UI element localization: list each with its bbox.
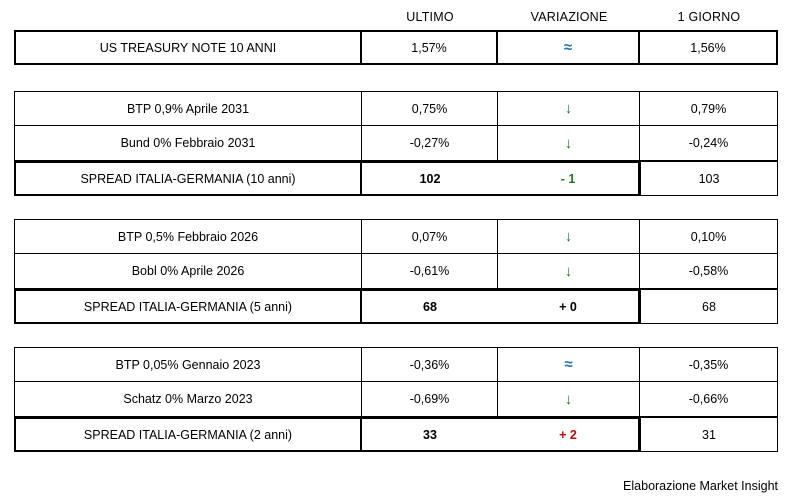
row-1giorno: -0,35% [640, 347, 778, 382]
row-1giorno: 68 [640, 289, 778, 324]
block-us-treasury [14, 30, 780, 65]
spacer [14, 65, 780, 91]
row-1giorno: 0,79% [640, 91, 778, 126]
block-10-anni [14, 91, 780, 196]
row-1giorno: 0,10% [640, 219, 778, 254]
row-1giorno: -0,24% [640, 126, 778, 161]
spacer [14, 196, 780, 219]
variation-value: + 2 [559, 427, 577, 442]
table-row [14, 30, 780, 65]
block-2-anni [14, 347, 780, 452]
arrow-down-icon: ↓ [564, 228, 573, 245]
row-label: US TREASURY NOTE 10 ANNI [14, 30, 362, 65]
row-ultimo: -0,69% [362, 382, 498, 417]
table-header-row [14, 0, 780, 30]
row-ultimo: -0,61% [362, 254, 498, 289]
column-header-variazione: VARIAZIONE [530, 10, 608, 24]
table-row [14, 382, 780, 417]
row-variazione [498, 347, 640, 382]
approx-icon: ≈ [564, 356, 573, 373]
arrow-down-icon: ↓ [564, 390, 573, 408]
row-label: BTP 0,5% Febbraio 2026 [14, 219, 362, 254]
row-label: SPREAD ITALIA-GERMANIA (2 anni) [14, 417, 362, 452]
row-label: Schatz 0% Marzo 2023 [14, 382, 362, 417]
table-row [14, 219, 780, 254]
row-variazione [498, 289, 640, 324]
row-variazione [498, 91, 640, 126]
column-header-ultimo: ULTIMO [406, 10, 454, 24]
row-variazione [498, 30, 640, 65]
table-row-spread [14, 161, 780, 196]
row-label: BTP 0,9% Aprile 2031 [14, 91, 362, 126]
row-ultimo: -0,36% [362, 347, 498, 382]
row-variazione [498, 254, 640, 289]
row-ultimo: 33 [362, 417, 498, 452]
row-1giorno: 31 [640, 417, 778, 452]
table-row [14, 126, 780, 161]
column-header-1giorno: 1 GIORNO [677, 10, 741, 24]
approx-icon: ≈ [563, 39, 573, 56]
variation-value: + 0 [559, 299, 577, 314]
row-1giorno: 1,56% [640, 30, 778, 65]
row-variazione [498, 219, 640, 254]
variation-value: - 1 [560, 171, 576, 186]
footer-credit: Elaborazione Market Insight [623, 479, 778, 493]
row-variazione [498, 417, 640, 452]
row-variazione [498, 382, 640, 417]
spacer [14, 324, 780, 347]
row-label: Bund 0% Febbraio 2031 [14, 126, 362, 161]
arrow-down-icon: ↓ [564, 134, 573, 152]
row-label: SPREAD ITALIA-GERMANIA (5 anni) [14, 289, 362, 324]
row-variazione [498, 126, 640, 161]
table-row [14, 91, 780, 126]
table-row [14, 347, 780, 382]
arrow-down-icon: ↓ [564, 262, 573, 280]
row-ultimo: 1,57% [362, 30, 498, 65]
table-row-spread [14, 289, 780, 324]
row-label: SPREAD ITALIA-GERMANIA (10 anni) [14, 161, 362, 196]
table-row-spread [14, 417, 780, 452]
row-1giorno: -0,66% [640, 382, 778, 417]
row-variazione [498, 161, 640, 196]
row-ultimo: 102 [362, 161, 498, 196]
row-ultimo: 68 [362, 289, 498, 324]
block-5-anni [14, 219, 780, 324]
row-ultimo: 0,07% [362, 219, 498, 254]
arrow-down-icon: ↓ [564, 100, 573, 117]
row-label: BTP 0,05% Gennaio 2023 [14, 347, 362, 382]
row-1giorno: 103 [640, 161, 778, 196]
row-ultimo: -0,27% [362, 126, 498, 161]
row-label: Bobl 0% Aprile 2026 [14, 254, 362, 289]
row-ultimo: 0,75% [362, 91, 498, 126]
table-row [14, 254, 780, 289]
row-1giorno: -0,58% [640, 254, 778, 289]
